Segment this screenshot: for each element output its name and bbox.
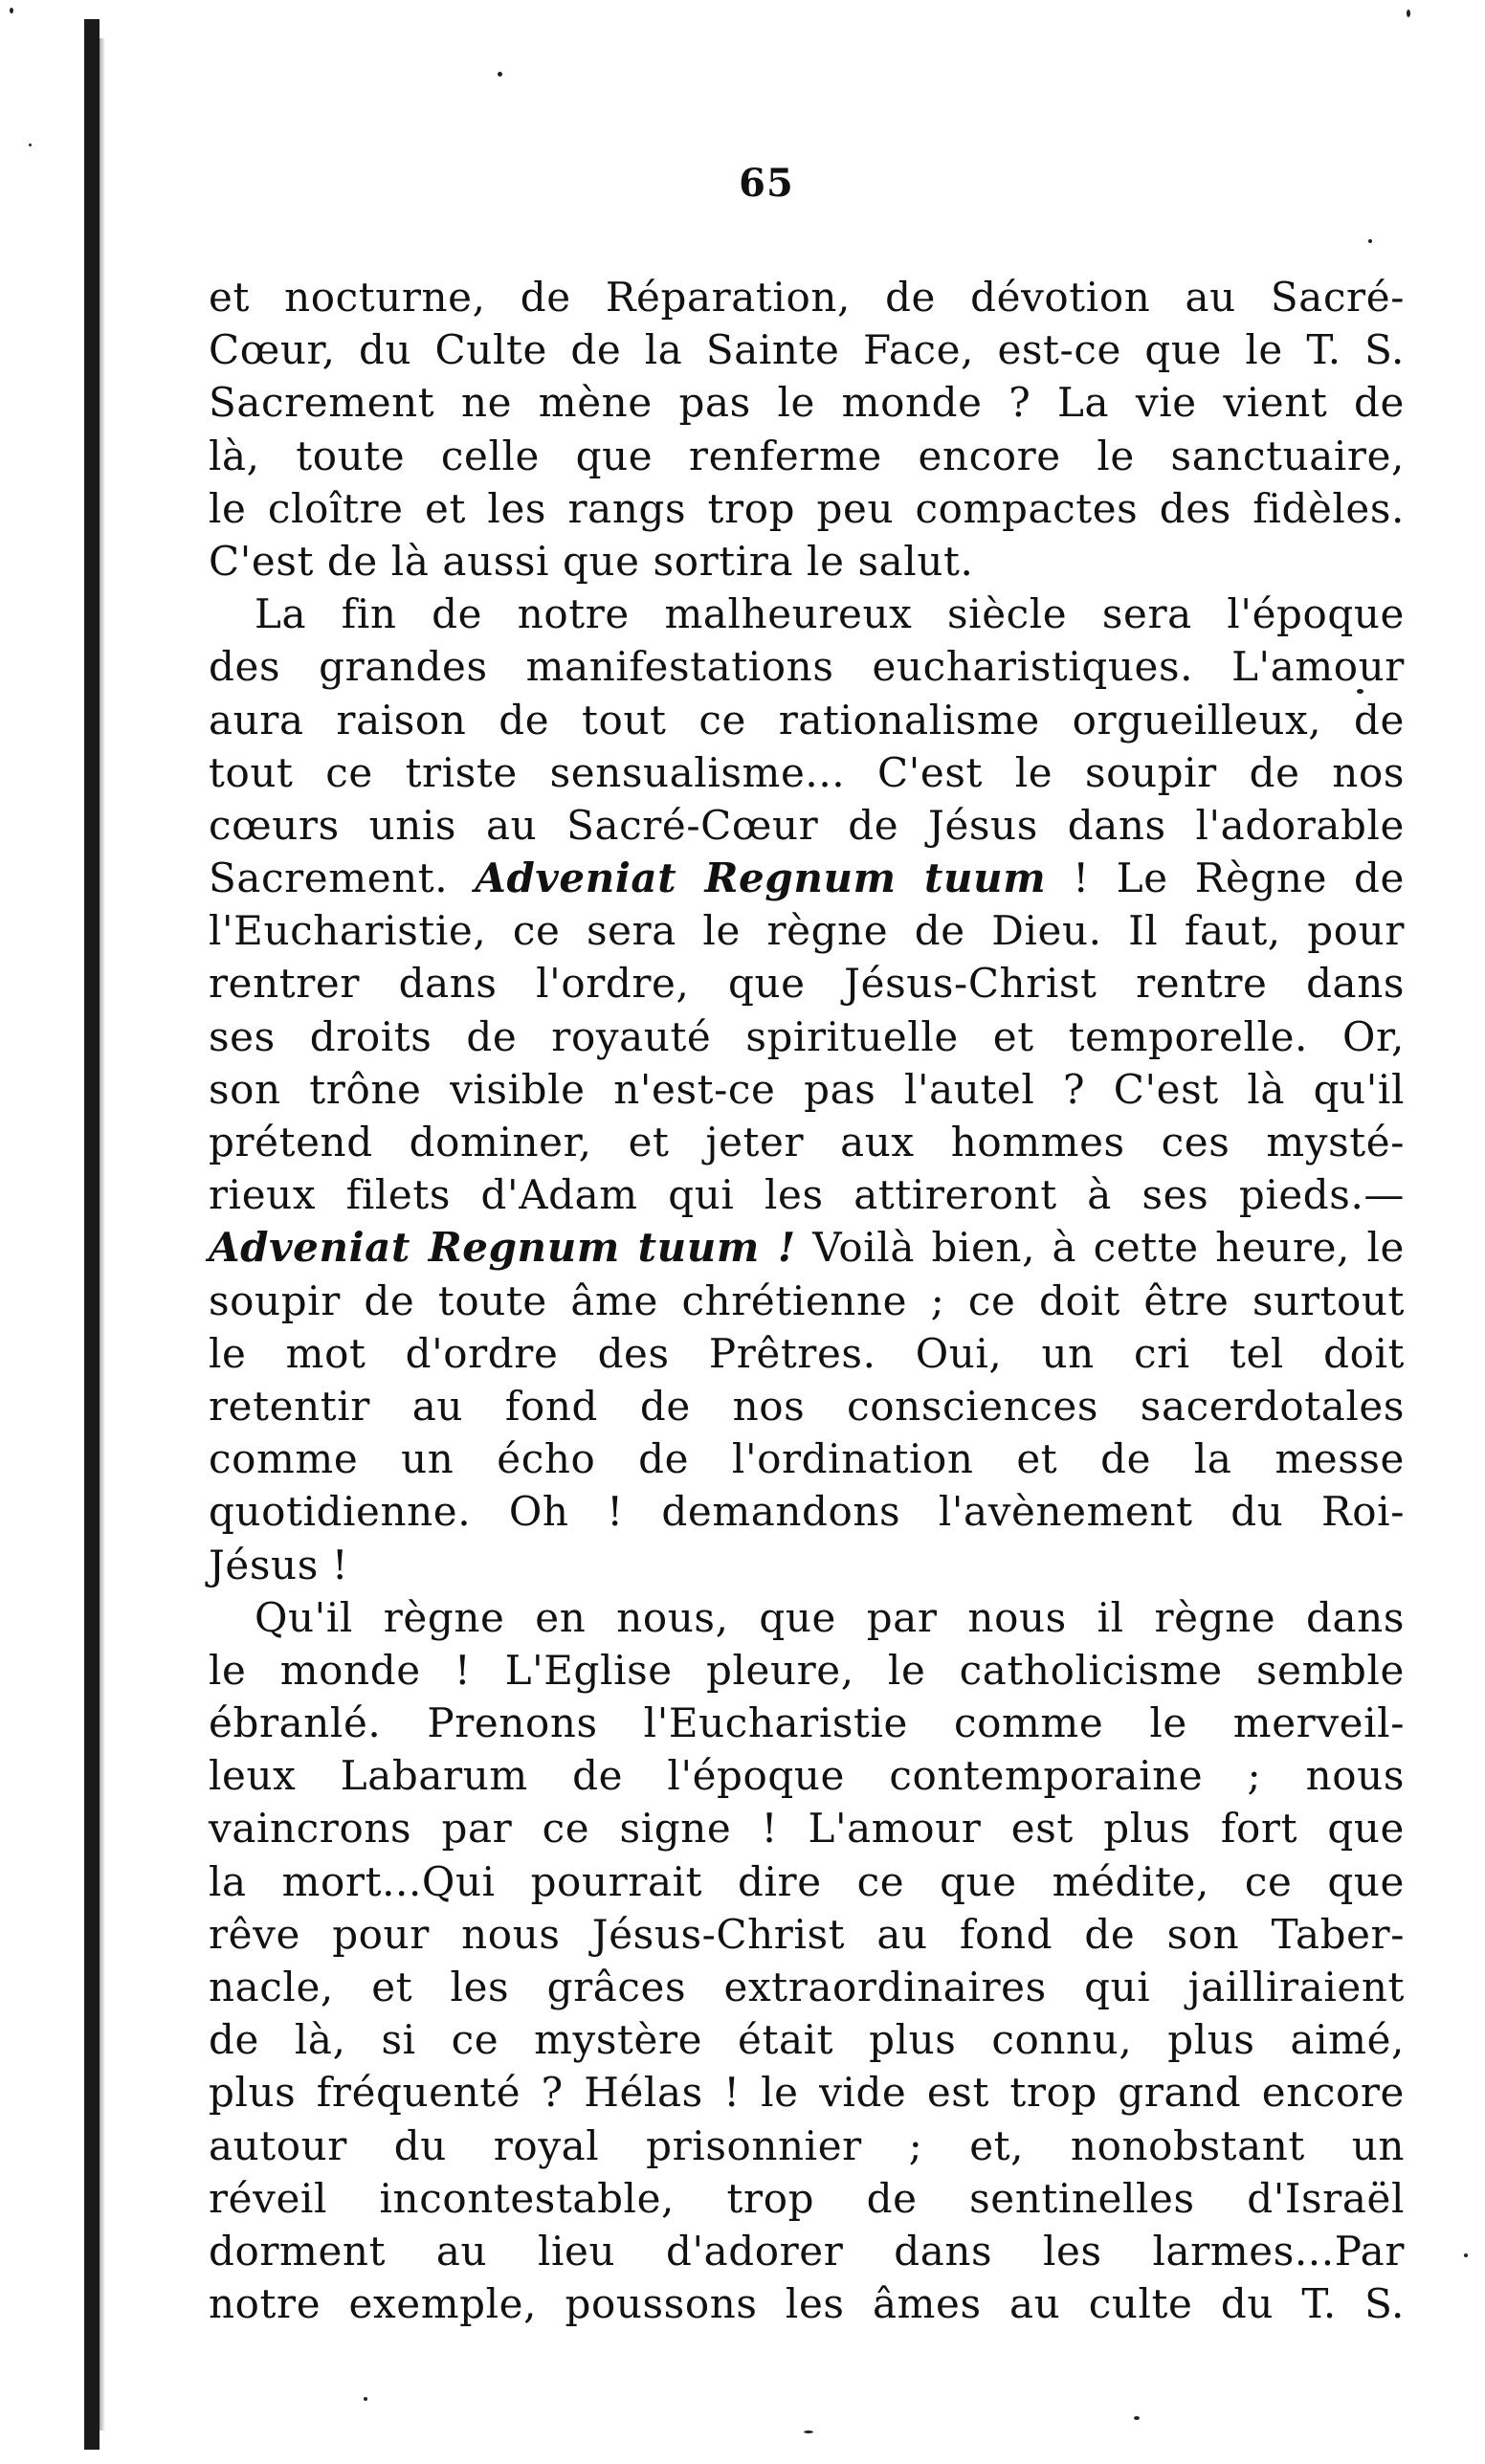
- print-speck: [1407, 10, 1410, 17]
- text-line: le mot d'ordre des Prêtres. Oui, un cri tel doit: [209, 1329, 1405, 1377]
- text-line: La fin de notre malheureux siècle sera l'époque: [255, 590, 1405, 638]
- text-line: Qu'il règne en nous, que par nous il règne dans: [255, 1593, 1405, 1641]
- print-speck: [804, 2431, 813, 2433]
- book-gutter-shading: [100, 38, 105, 2431]
- text-line: Jésus !: [209, 1541, 349, 1588]
- text-line: autour du royal prisonnier ; et, nonobstant un: [209, 2121, 1405, 2169]
- body-text: [209, 271, 1405, 2330]
- text-line: rentrer dans l'ordre, que Jésus-Christ rentre dans: [209, 960, 1405, 1008]
- text-line: C'est de là aussi que sortira le salut.: [209, 537, 974, 585]
- text-line: Cœur, du Culte de la Sainte Face, est-ce que le T. S.: [209, 326, 1405, 374]
- text-line: ébranlé. Prenons l'Eucharistie comme le merveil-: [209, 1699, 1405, 1747]
- text-line: là, toute celle que renferme encore le sanctuaire,: [209, 432, 1405, 479]
- text-line: le cloître et les rangs trop peu compactes des fidèles.: [209, 484, 1405, 532]
- text-run: Sacrement.: [209, 855, 476, 902]
- text-line: nacle, et les grâces extraordinaires qui jailliraient: [209, 1964, 1405, 2010]
- text-line: tout ce triste sensualisme... C'est le soupir de nos: [209, 748, 1405, 796]
- text-line: notre exemple, poussons les âmes au culte du T. S.: [209, 2280, 1405, 2328]
- text-line: vaincrons par ce signe ! L'amour est plus fort que: [209, 1805, 1405, 1853]
- text-line: leux Labarum de l'époque contemporaine ; nous: [209, 1752, 1405, 1800]
- print-speck: [498, 72, 502, 77]
- text-line: réveil incontestable, trop de sentinelles d'Israël: [209, 2174, 1405, 2222]
- book-spine-shadow: [84, 19, 100, 2450]
- latin-phrase: Adveniat Regnum tuum: [475, 855, 1047, 902]
- text-line: Sacrement ne mène pas le monde ? La vie vient de: [209, 379, 1405, 427]
- text-line: [209, 852, 1405, 904]
- print-speck: [1464, 2253, 1468, 2257]
- text-line: retentir au fond de nos consciences sacerdotales: [209, 1382, 1405, 1430]
- text-line: des grandes manifestations eucharistiques. L'amour: [209, 643, 1405, 691]
- text-line: plus fréquenté ? Hélas ! le vide est trop grand encore: [209, 2069, 1405, 2117]
- text-line: comme un écho de l'ordination et de la messe: [209, 1435, 1405, 1483]
- text-line: aura raison de tout ce rationalisme orgueilleux, de: [209, 696, 1405, 744]
- print-speck: [364, 2397, 367, 2401]
- text-line: prétend dominer, et jeter aux hommes ces mysté-: [209, 1119, 1405, 1165]
- text-line: soupir de toute âme chrétienne ; ce doit être surtout: [209, 1276, 1405, 1324]
- print-speck: [29, 144, 32, 146]
- text-line: cœurs unis au Sacré-Cœur de Jésus dans l'adorable: [209, 801, 1405, 849]
- text-line: rêve pour nous Jésus-Christ au fond de son Taber-: [209, 1910, 1405, 1958]
- text-line: l'Eucharistie, ce sera le règne de Dieu. Il faut, pour: [209, 907, 1405, 955]
- text-line: de là, si ce mystère était plus connu, plus aimé,: [209, 2016, 1405, 2064]
- page-number: 65: [739, 161, 794, 206]
- text-line: son trône visible n'est-ce pas l'autel ? C'est là qu'il: [209, 1065, 1405, 1113]
- text-line: le monde ! L'Eglise pleure, le catholicisme semble: [209, 1646, 1405, 1694]
- print-speck: [1134, 2416, 1140, 2420]
- text-line: quotidienne. Oh ! demandons l'avènement du Roi-: [209, 1488, 1405, 1536]
- text-line: la mort...Qui pourrait dire ce que médite, ce que: [209, 1857, 1405, 1905]
- text-line: ses droits de royauté spirituelle et temporelle. Or,: [209, 1012, 1405, 1060]
- text-line: et nocturne, de Réparation, de dévotion au Sacré-: [209, 274, 1405, 321]
- text-run: ! Le Règne de: [1046, 855, 1405, 902]
- print-speck: [1368, 239, 1372, 243]
- text-line: [209, 1221, 1405, 1274]
- text-line: rieux filets d'Adam qui les attireront à ses pieds.—: [209, 1171, 1405, 1219]
- print-speck: [10, 8, 13, 13]
- text-line: dorment au lieu d'adorer dans les larmes...Par: [209, 2227, 1405, 2275]
- latin-phrase: Adveniat Regnum tuum !: [209, 1224, 796, 1272]
- text-run: Voilà bien, à cette heure, le: [795, 1224, 1406, 1272]
